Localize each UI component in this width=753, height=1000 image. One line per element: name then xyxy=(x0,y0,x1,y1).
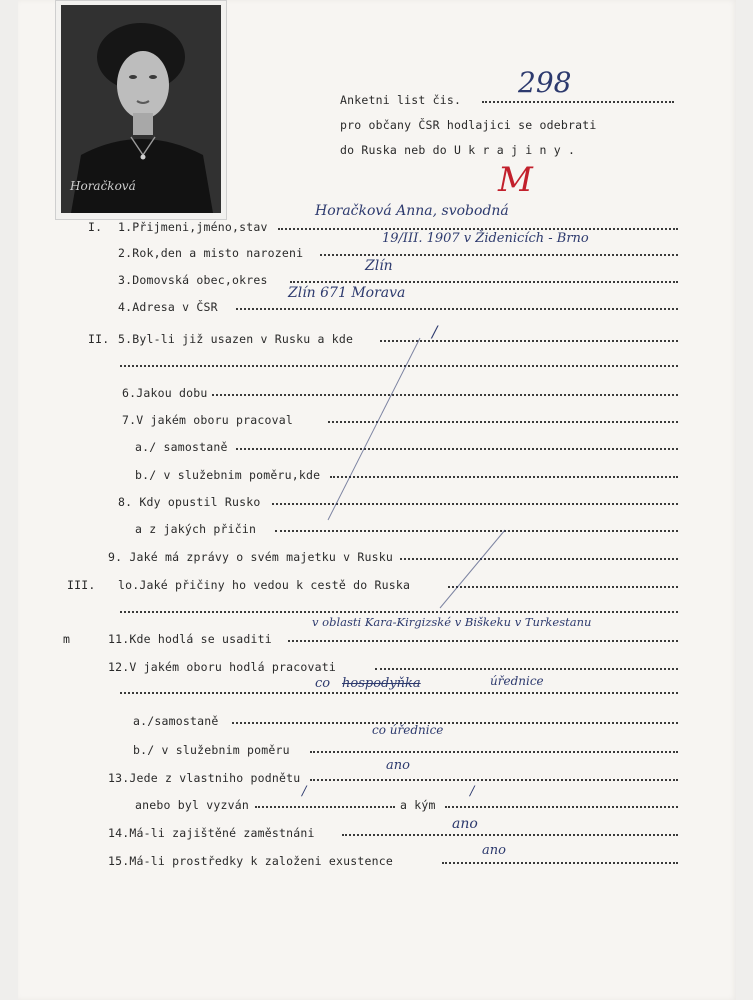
header-line2: pro občany ČSR hodlajici se odebrati xyxy=(340,118,597,132)
field-13b-value: / xyxy=(302,784,307,799)
field-2-label: 2.Rok,den a misto narozeni xyxy=(118,246,304,260)
field-12b-value: co úřednice xyxy=(372,723,444,737)
field-4-value: Zlín 671 Morava xyxy=(288,285,406,301)
field-12-value: úřednice xyxy=(490,674,544,688)
section-m: m xyxy=(63,632,71,646)
field-13c-value: / xyxy=(470,784,475,799)
field-5-value: / xyxy=(432,322,438,341)
field-4-label: 4.Adresa v ČSR xyxy=(118,300,218,314)
field-12-value-struck: hospodyňka xyxy=(342,676,421,691)
header-line3: do Ruska neb do U k r a j i n y . xyxy=(340,143,576,157)
field-11-label: 11.Kde hodlá se usaditi xyxy=(108,632,272,646)
field-8b-label: a z jakých přičin xyxy=(135,522,257,536)
field-13c-label: a kým xyxy=(400,798,436,812)
field-13b-dots xyxy=(255,806,395,808)
field-15-dots xyxy=(442,862,678,864)
field-13-label: 13.Jede z vlastniho podnětu xyxy=(108,771,301,785)
field-13-dots xyxy=(310,779,678,781)
field-7a-label: a./ samostaně xyxy=(135,440,228,454)
field-3-value: Zlín xyxy=(365,258,393,274)
field-14-label: 14.Má-li zajištěné zaměstnáni xyxy=(108,826,315,840)
section-ii: II. xyxy=(88,332,110,346)
red-mark: M xyxy=(498,160,533,200)
field-13c-dots xyxy=(445,806,678,808)
field-9-label: 9. Jaké má zprávy o svém majetku v Rusku xyxy=(108,550,393,564)
field-13b-label: anebo byl vyzván xyxy=(135,798,249,812)
field-12a-dots xyxy=(232,722,678,724)
field-14-value: ano xyxy=(452,816,478,832)
section-iii: III. xyxy=(67,578,96,592)
field-8-label: 8. Kdy opustil Rusko xyxy=(118,495,261,509)
field-12-dots xyxy=(375,668,678,670)
field-10-label: lo.Jaké přičiny ho vedou k cestě do Ruska xyxy=(118,578,411,592)
field-12-label: 12.V jakém oboru hodlá pracovati xyxy=(108,660,336,674)
field-15-label: 15.Má-li prostředky k založeni exustence xyxy=(108,854,393,868)
field-7b-label: b./ v služebnim poměru,kde xyxy=(135,468,321,482)
field-1-value: Horačková Anna, svobodná xyxy=(315,203,509,219)
field-12a-label: a./samostaně xyxy=(133,714,219,728)
field-13-value: ano xyxy=(386,758,410,773)
form-number: 298 xyxy=(518,66,572,99)
photo-signature: Horačková xyxy=(70,179,136,193)
field-11-dots xyxy=(288,640,678,642)
field-12b-label: b./ v služebnim poměru xyxy=(133,743,290,757)
field-2-value: 19/III. 1907 v Židenicích - Brno xyxy=(382,231,589,246)
field-15-value: ano xyxy=(482,843,506,858)
field-5-label: 5.Byl-li již usazen v Rusku a kde xyxy=(118,332,354,346)
field-14-dots xyxy=(342,834,678,836)
field-1-label: 1.Přijmeni,jméno,stav xyxy=(118,220,268,234)
field-12-dots-extra xyxy=(120,692,678,694)
field-6-label: 6.Jakou dobu xyxy=(122,386,208,400)
section-i: I. xyxy=(88,220,103,234)
field-7-label: 7.V jakém oboru pracoval xyxy=(122,413,293,427)
field-3-label: 3.Domovská obec,okres xyxy=(118,273,268,287)
header-line1: Anketni list čis. xyxy=(340,93,462,107)
field-11-value: v oblasti Kara-Kirgizské v Biškeku v Turkestanu xyxy=(312,615,592,629)
field-12-value-prefix: co xyxy=(315,676,331,691)
field-12b-dots xyxy=(310,751,678,753)
